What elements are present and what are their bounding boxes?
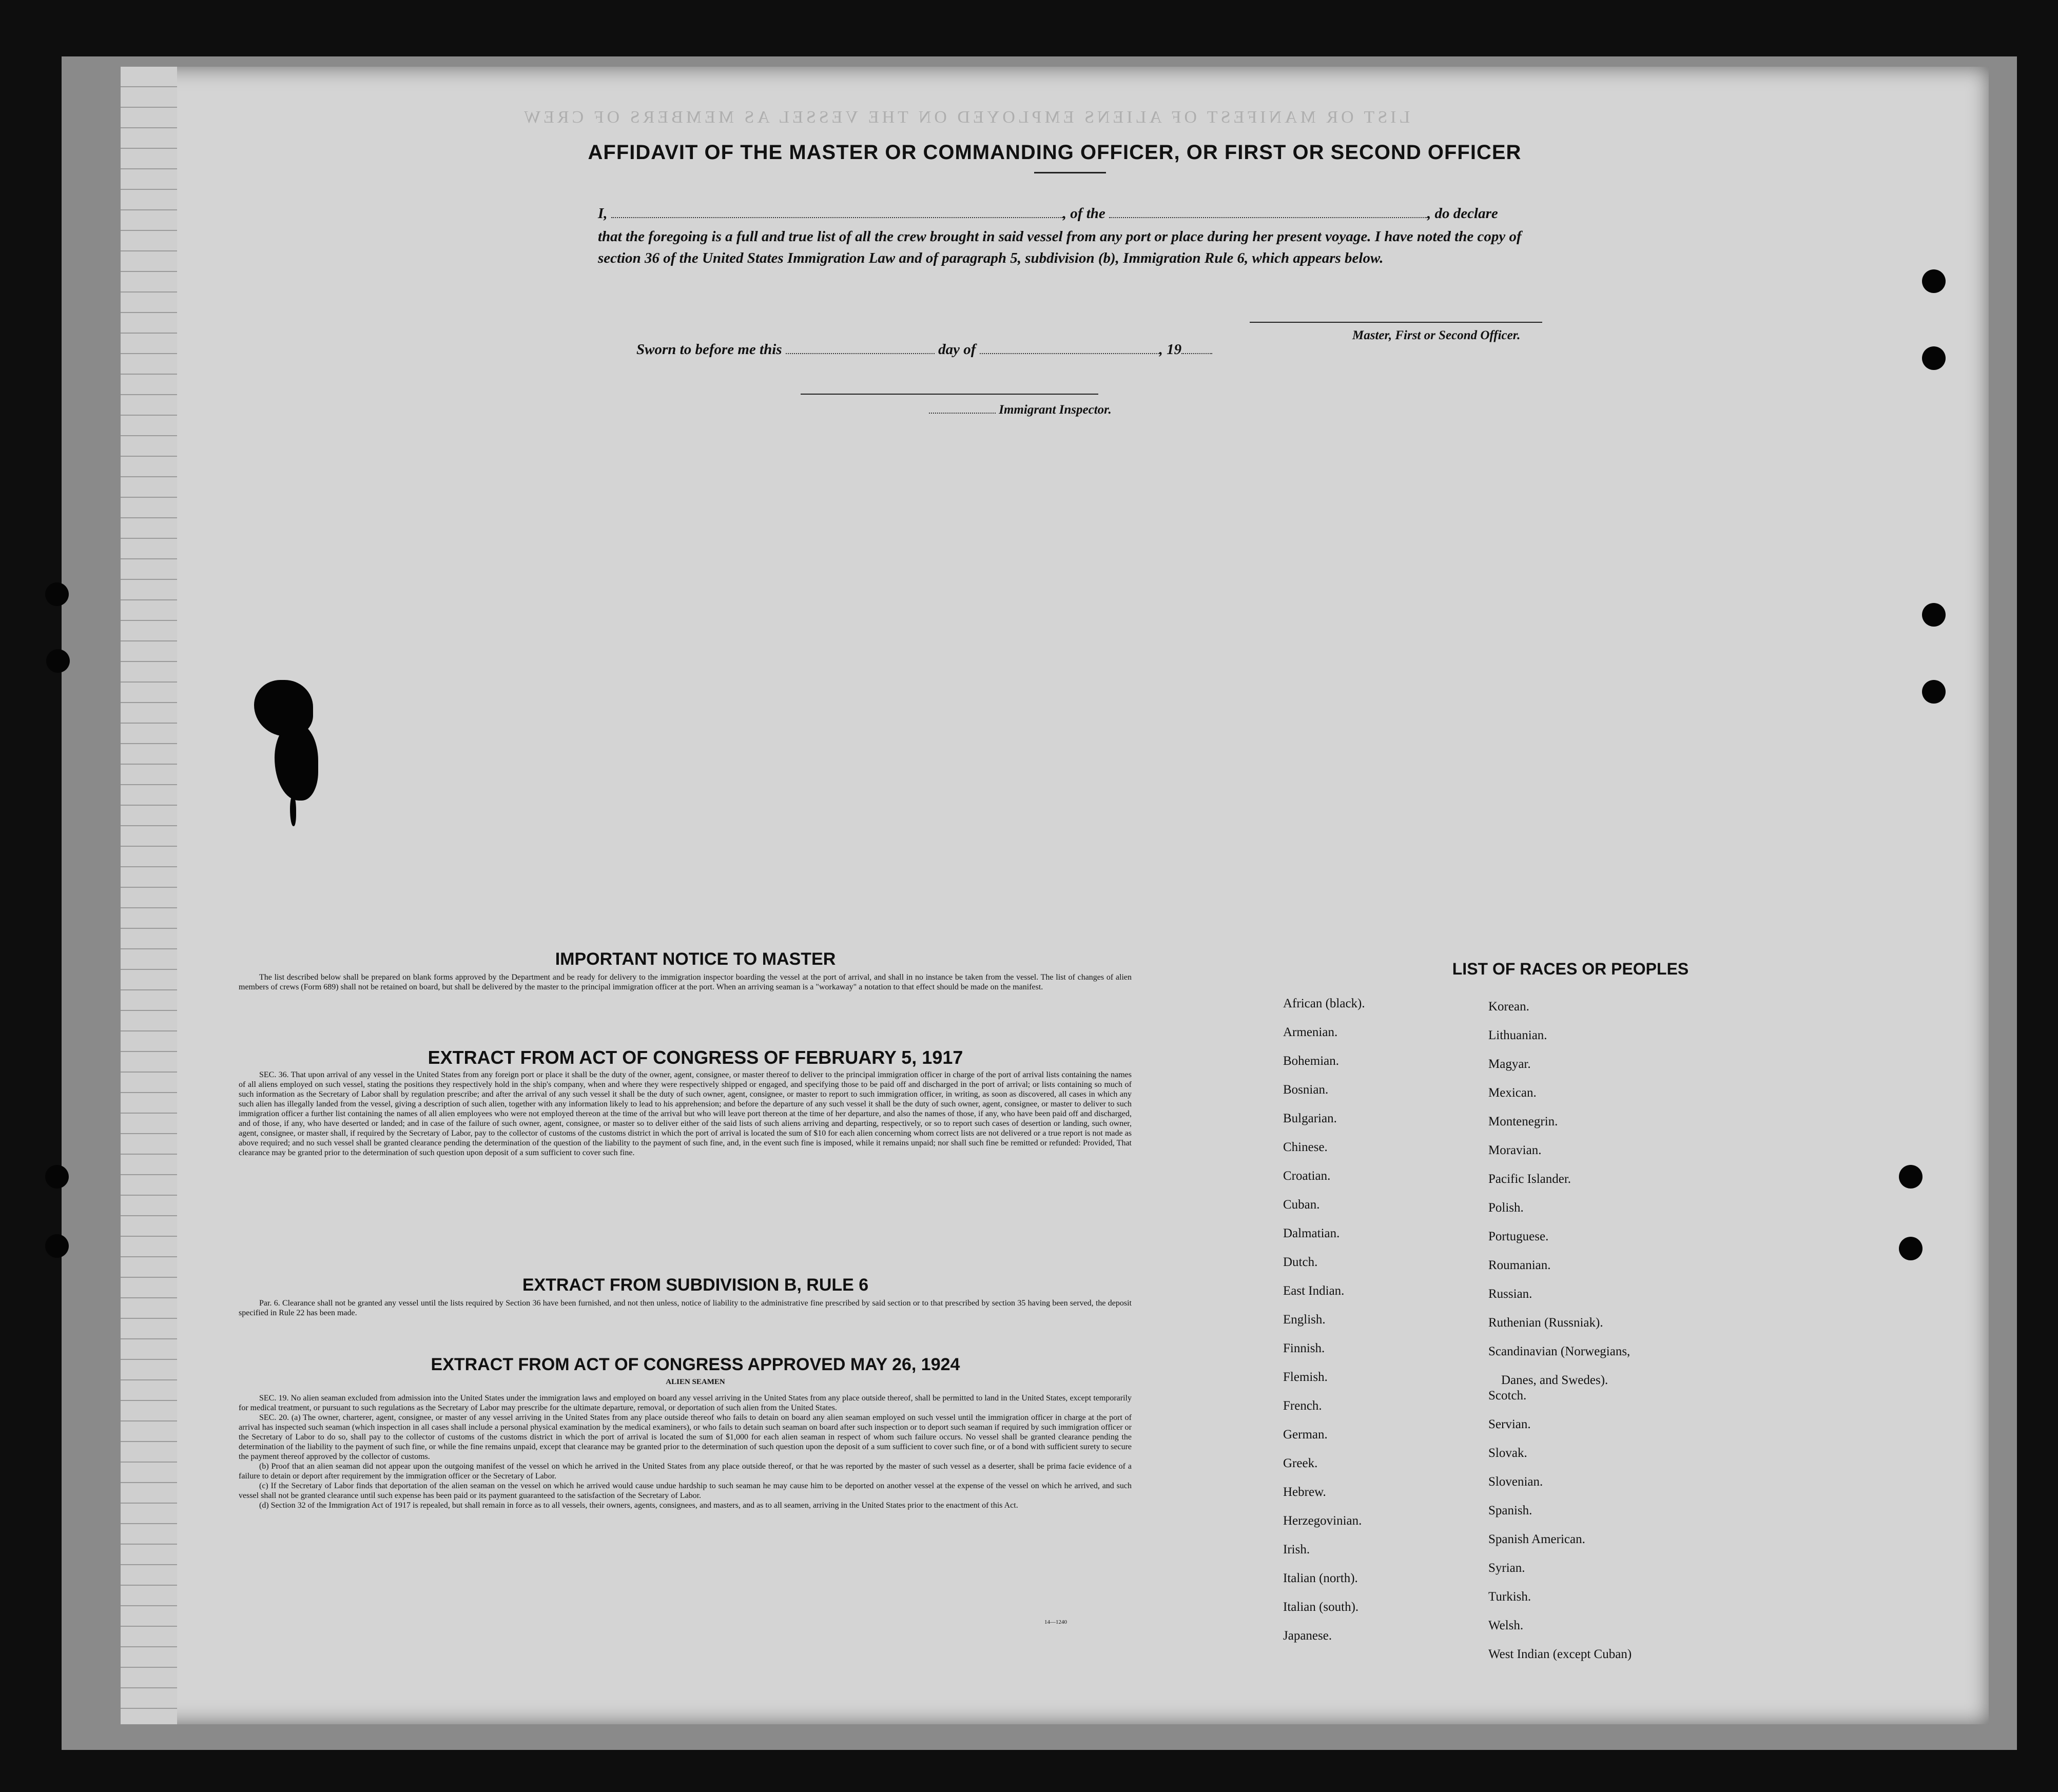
extract3-p4: (c) If the Secretary of Labor finds that deportation of the alien seaman on the vessel on which he arrived would cause undue hardship to such seaman he may cause him to be deported on another vessel at the expense of the vessel on which he arrived, and such vessel shall not be granted clearance until such expense has been paid or its payment guaranteed to the satisfaction of the Secretary of Labor.	[239, 1482, 1132, 1500]
race-item: Slovenian.	[1488, 1475, 1543, 1489]
document-page	[121, 67, 1989, 1724]
sworn-line	[636, 339, 1596, 360]
race-item: Ruthenian (Russniak).	[1488, 1316, 1603, 1330]
punch-hole	[1922, 269, 1946, 293]
affidavit-title: AFFIDAVIT OF THE MASTER OR COMMANDING OFFICER, OR FIRST OR SECOND OFFICER	[588, 141, 1522, 164]
race-item: Italian (south).	[1283, 1600, 1359, 1614]
extract3-body	[239, 1393, 1132, 1510]
day-of-text: day of	[938, 341, 976, 358]
notice-text: The list described below shall be prepared on blank forms approved by the Department and be ready for delivery to the immigration inspector boarding the vessel at the port of arrival, and shall in no instance be taken from the vessel. The list of changes of alien members of crews (Form 689) shall not be retained on board, but shall be delivered by the master to the principal immigration officer at the port. When an arriving seaman is a "workaway" a notation to that effect should be made on the manifest.	[239, 973, 1132, 991]
punch-hole	[1922, 603, 1946, 627]
race-item: Welsh.	[1488, 1619, 1524, 1632]
race-item: Pacific Islander.	[1488, 1172, 1571, 1186]
affidavit-line-1	[598, 203, 1558, 224]
punch-hole	[45, 1165, 69, 1189]
year-prefix: , 19	[1159, 341, 1182, 358]
year-blank[interactable]	[1181, 353, 1212, 354]
title-underline	[1034, 172, 1106, 173]
affidavit-body: that the foregoing is a full and true list of all the crew brought in said vessel from any port or place during her present voyage. I have noted the copy of section 36 of the United States Immigration Law and of paragraph 5, subdivision (b), Immigration Rule 6, which appears below.	[598, 228, 1522, 266]
race-item: West Indian (except Cuban)	[1488, 1647, 1632, 1661]
race-item: Montenegrin.	[1488, 1115, 1558, 1128]
race-item: Moravian.	[1488, 1143, 1542, 1157]
race-item: Roumanian.	[1488, 1258, 1551, 1272]
race-item: Italian (north).	[1283, 1571, 1358, 1585]
extract2-text: Par. 6. Clearance shall not be granted any vessel until the lists required by Section 36 have been furnished, and not then unless, notice of liability to the administrative fine prescribed by said section or to that prescribed by section 35 having been served, the deposit specified in Rule 22 has been made.	[239, 1299, 1132, 1317]
day-blank[interactable]	[786, 353, 935, 354]
extract2-title: EXTRACT FROM SUBDIVISION B, RULE 6	[522, 1275, 869, 1295]
race-item: Hebrew.	[1283, 1485, 1326, 1499]
race-item: Greek.	[1283, 1456, 1318, 1470]
race-item: Portuguese.	[1488, 1230, 1549, 1243]
race-item: Lithuanian.	[1488, 1028, 1547, 1042]
race-item: Russian.	[1488, 1287, 1532, 1301]
extract3-p3: (b) Proof that an alien seaman did not appear upon the outgoing manifest of the vessel on which he arrived in the United States from any place outside thereof, or that he was reported by the master of such vessel as a deserter, shall be prima facie evidence of a failure to detain or deport after requirement by the immigration officer or the Secretary of Labor.	[239, 1462, 1132, 1481]
affidavit-i: I,	[598, 205, 608, 222]
race-item: Polish.	[1488, 1201, 1524, 1215]
form-number: 14—1240	[1044, 1619, 1067, 1625]
inspector-signature-line[interactable]	[801, 394, 1098, 395]
race-item: Slovak.	[1488, 1446, 1527, 1460]
race-item: Flemish.	[1283, 1370, 1328, 1384]
punch-hole	[1922, 346, 1946, 370]
race-item: Finnish.	[1283, 1341, 1325, 1355]
race-item: French.	[1283, 1399, 1322, 1413]
race-item: Magyar.	[1488, 1057, 1531, 1071]
punch-hole	[45, 582, 69, 606]
race-item: Spanish American.	[1488, 1532, 1585, 1546]
inspector-signature-caption	[929, 403, 1112, 417]
race-item: Spanish.	[1488, 1504, 1532, 1517]
punch-hole	[46, 649, 70, 673]
punch-hole	[1899, 1165, 1923, 1189]
ledger-margin	[121, 67, 177, 1724]
ink-blot	[290, 795, 296, 826]
race-item: Chinese.	[1283, 1140, 1328, 1154]
race-item: German.	[1283, 1428, 1328, 1442]
race-item: Croatian.	[1283, 1169, 1331, 1183]
race-item: Scandinavian (Norwegians,	[1488, 1345, 1630, 1358]
extract3-subtitle: ALIEN SEAMEN	[666, 1378, 725, 1386]
affidavit-do-declare: , do declare	[1427, 205, 1498, 222]
race-item: Bohemian.	[1283, 1054, 1339, 1068]
ink-blot	[275, 724, 318, 801]
month-blank[interactable]	[980, 353, 1159, 354]
extract1-title: EXTRACT FROM ACT OF CONGRESS OF FEBRUARY 5, 1917	[428, 1047, 963, 1068]
inspector-caption-text: Immigrant Inspector.	[999, 403, 1112, 417]
race-item: African (black).	[1283, 997, 1365, 1010]
race-item: East Indian.	[1283, 1284, 1345, 1298]
race-item: Japanese.	[1283, 1629, 1332, 1643]
race-item: Herzegovinian.	[1283, 1514, 1362, 1528]
race-item: Scotch.	[1488, 1389, 1527, 1403]
notice-title: IMPORTANT NOTICE TO MASTER	[555, 949, 836, 969]
bleed-through-text: LIST OR MANIFEST OF ALIENS EMPLOYED ON THE VESSEL AS MEMBERS OF CREW	[521, 108, 1410, 127]
race-item: Dutch.	[1283, 1255, 1318, 1269]
race-item: Armenian.	[1283, 1025, 1338, 1039]
race-item: Servian.	[1488, 1417, 1531, 1431]
punch-hole	[1899, 1237, 1923, 1260]
race-item: Cuban.	[1283, 1198, 1320, 1212]
extract1-text: SEC. 36. That upon arrival of any vessel in the United States from any foreign port or place it shall be the duty of the owner, agent, consignee, or master thereof to deliver to the principal immigration officer in charge of the port of arrival lists containing the names of all aliens employed on such vessel, stating the positions they respectively hold in the ship's company, when and where they were respectively shipped or engaged, and specifying those to be paid off and discharged in the port of arrival; or lists containing so much of such information as the Secretary of Labor shall by regulation prescribe; and after the arrival of any such vessel it shall be the duty of such owner, agent, consignee, or master to report to such immigration officer, in writing, as soon as discovered, all cases in which any such alien has illegally landed from the vessel, giving a description of such alien, together with any information likely to lead to his apprehension; and before the departure of any such vessel it shall be the duty of such owner, agent, consignee, or master to deliver to such immigration officer a further list containing the names of all alien employees who were not employed thereon at the time of the arrival but who will leave port thereon at the time of her departure, and also the names of those, if any, who have been paid off and discharged, and of those, if any, who have deserted or landed; and in case of the failure of such owner, agent, consignee, or master so to deliver either of the said lists of such aliens arriving and departing, respectively, or so to report such cases of desertion or landing, such owner, agent, consignee, or master shall, if required by the Secretary of Labor, pay to the collector of customs of the customs district in which the port of arrival is located the sum of $10 for each alien concerning whom correct lists are not delivered or a true report is not made as above required; and no such vessel shall be granted clearance pending the determination of the question of the liability to the payment of such fine, and, in the event such fine is imposed, while it remains unpaid; nor shall such fine be remitted or refunded: Provided, That clearance may be granted prior to the determination of such question upon deposit of a sum sufficient to cover such fine.	[239, 1070, 1132, 1157]
name-blank[interactable]	[611, 217, 1063, 218]
extract3-p1: SEC. 19. No alien seaman excluded from admission into the United States under the immigration laws and employed on board any vessel arriving in the United States from any place outside thereof, shall be permitted to land in the United States, except temporarily for medical treatment, or pursuant to such regulations as the Secretary of Labor may prescribe for the ultimate departure, removal, or deportation of such alien from the United States.	[239, 1394, 1132, 1412]
extract3-p5: (d) Section 32 of the Immigration Act of 1917 is repealed, but shall remain in force as to all vessels, their owners, agents, consignees, and masters, and as to all seamen, arriving in the United States prior to the enactment of this Act.	[259, 1501, 1018, 1510]
punch-hole	[1922, 680, 1946, 704]
race-item: Bosnian.	[1283, 1083, 1329, 1097]
master-signature-caption: Master, First or Second Officer.	[1352, 328, 1521, 342]
extract3-title: EXTRACT FROM ACT OF CONGRESS APPROVED MAY 26, 1924	[431, 1355, 960, 1374]
punch-hole	[45, 1234, 69, 1258]
extract3-p2: SEC. 20. (a) The owner, charterer, agent, consignee, or master of any vessel arriving in the United States from any place outside thereof who fails to detain on board any alien seaman employed on such vessel until the immigration officer in charge at the port of arrival has inspected such seaman (which inspection in all cases shall include a personal physical examination by the medical examiners), or who fails to detain such seaman on board after such inspection or to deport such seaman if required by such immigration officer or the Secretary of Labor to do so, shall pay to the collector of customs of the customs district in which the port of arrival is located the sum of $1,000 for each alien seaman in respect of whom such failure occurs. No vessel shall be granted clearance pending the determination of the liability to the payment of such fine, or while the fine remains unpaid, except that clearance may be granted prior to the determination of such question upon the deposit of a sum sufficient to cover such fine, or of a bond with sufficient surety to secure the payment thereof approved by the collector of customs.	[239, 1413, 1132, 1461]
inspector-blank	[929, 413, 996, 414]
race-item: Korean.	[1488, 1000, 1529, 1014]
race-item: Turkish.	[1488, 1590, 1531, 1604]
race-item: Dalmatian.	[1283, 1226, 1340, 1240]
race-item: Irish.	[1283, 1543, 1310, 1556]
race-item: Syrian.	[1488, 1561, 1525, 1575]
vessel-blank[interactable]	[1109, 217, 1427, 218]
race-item: Bulgarian.	[1283, 1112, 1337, 1125]
race-item: Danes, and Swedes).	[1501, 1373, 1608, 1387]
race-item: Mexican.	[1488, 1086, 1537, 1100]
race-item: English.	[1283, 1313, 1326, 1327]
master-signature-line[interactable]	[1250, 322, 1542, 323]
affidavit-of-the: , of the	[1062, 205, 1105, 222]
sworn-text: Sworn to before me this	[636, 341, 782, 358]
races-title: LIST OF RACES OR PEOPLES	[1452, 960, 1689, 978]
